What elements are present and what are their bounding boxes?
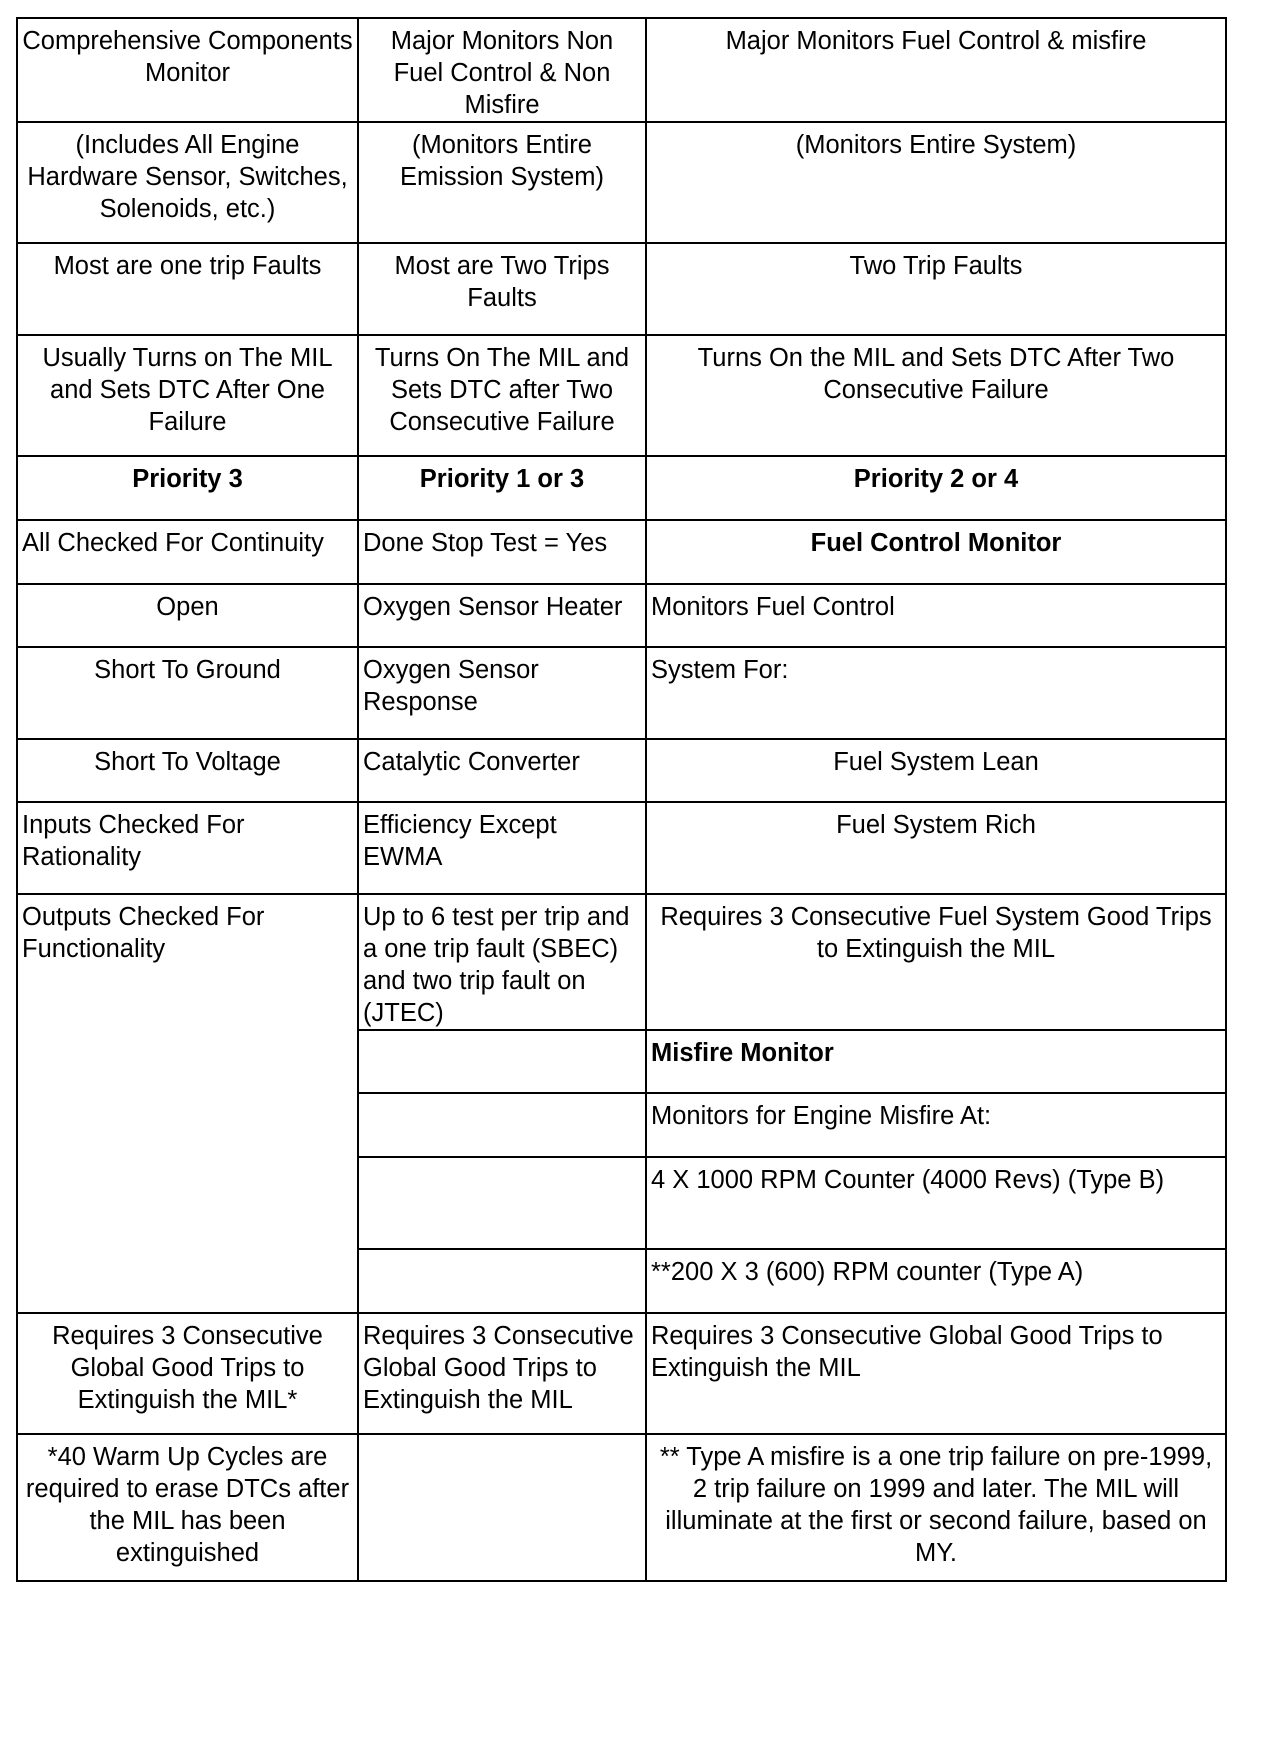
table-cell: Major Monitors Non Fuel Control & Non Misfire: [358, 18, 646, 122]
table-cell: Requires 3 Consecutive Global Good Trips to Extinguish the MIL: [646, 1313, 1226, 1434]
table-cell: [358, 1249, 646, 1313]
table-cell: Major Monitors Fuel Control & misfire: [646, 18, 1226, 122]
table-row: [17, 1434, 1226, 1581]
table-cell: Short To Voltage: [17, 739, 358, 802]
table-cell: (Monitors Entire System): [646, 122, 1226, 243]
table-cell: Up to 6 test per trip and a one trip fault (SBEC) and two trip fault on (JTEC): [358, 894, 646, 1030]
table-cell: (Monitors Entire Emission System): [358, 122, 646, 243]
table-cell: Oxygen Sensor Response: [358, 647, 646, 739]
table-cell: Priority 1 or 3: [358, 456, 646, 520]
table-cell: Priority 3: [17, 456, 358, 520]
table-cell: Done Stop Test = Yes: [358, 520, 646, 584]
table-row: [17, 335, 1226, 456]
table-cell: (Includes All Engine Hardware Sensor, Switches, Solenoids, etc.): [17, 122, 358, 243]
table-cell: Requires 3 Consecutive Fuel System Good Trips to Extinguish the MIL: [646, 894, 1226, 1030]
table-cell: Short To Ground: [17, 647, 358, 739]
table-cell: [358, 1030, 646, 1093]
table-row: [17, 520, 1226, 584]
table-cell: Oxygen Sensor Heater: [358, 584, 646, 647]
table-row: [17, 647, 1226, 739]
table-cell: Misfire Monitor: [646, 1030, 1226, 1093]
table-cell: Most are one trip Faults: [17, 243, 358, 335]
table-row: [17, 1313, 1226, 1434]
table-cell: Turns On the MIL and Sets DTC After Two Consecutive Failure: [646, 335, 1226, 456]
table-cell: Fuel Control Monitor: [646, 520, 1226, 584]
table-cell: Turns On The MIL and Sets DTC after Two Consecutive Failure: [358, 335, 646, 456]
table-cell: Most are Two Trips Faults: [358, 243, 646, 335]
table-row: [17, 739, 1226, 802]
table-cell: *40 Warm Up Cycles are required to erase DTCs after the MIL has been extinguished: [17, 1434, 358, 1581]
table-row: [17, 802, 1226, 894]
table-row: [17, 456, 1226, 520]
table-cell: Priority 2 or 4: [646, 456, 1226, 520]
table-cell: Two Trip Faults: [646, 243, 1226, 335]
table-cell: System For:: [646, 647, 1226, 739]
table-cell: ** Type A misfire is a one trip failure on pre-1999, 2 trip failure on 1999 and later. The MIL will illuminate at the first or second failure, based on MY.: [646, 1434, 1226, 1581]
table-cell: [358, 1093, 646, 1157]
table-cell: 4 X 1000 RPM Counter (4000 Revs) (Type B): [646, 1157, 1226, 1249]
table-cell: Usually Turns on The MIL and Sets DTC After One Failure: [17, 335, 358, 456]
table-cell: Open: [17, 584, 358, 647]
table-cell: Requires 3 Consecutive Global Good Trips to Extinguish the MIL: [358, 1313, 646, 1434]
table-cell: [358, 1434, 646, 1581]
table-cell: **200 X 3 (600) RPM counter (Type A): [646, 1249, 1226, 1313]
table-row: [17, 894, 1226, 1030]
table-cell: Monitors for Engine Misfire At:: [646, 1093, 1226, 1157]
table-cell: Outputs Checked For Functionality: [17, 894, 358, 1313]
table-row: [17, 584, 1226, 647]
table-cell: Comprehensive Components Monitor: [17, 18, 358, 122]
table-cell: Fuel System Lean: [646, 739, 1226, 802]
table-cell: Inputs Checked For Rationality: [17, 802, 358, 894]
table-cell: Fuel System Rich: [646, 802, 1226, 894]
table-cell: [358, 1157, 646, 1249]
monitor-comparison-table: [16, 17, 1227, 1582]
table-cell: Efficiency Except EWMA: [358, 802, 646, 894]
table-cell: Catalytic Converter: [358, 739, 646, 802]
table-cell: Requires 3 Consecutive Global Good Trips to Extinguish the MIL*: [17, 1313, 358, 1434]
table-cell: Monitors Fuel Control: [646, 584, 1226, 647]
table-cell: All Checked For Continuity: [17, 520, 358, 584]
table-row: [17, 122, 1226, 243]
table-row: [17, 243, 1226, 335]
table-row: [17, 18, 1226, 122]
